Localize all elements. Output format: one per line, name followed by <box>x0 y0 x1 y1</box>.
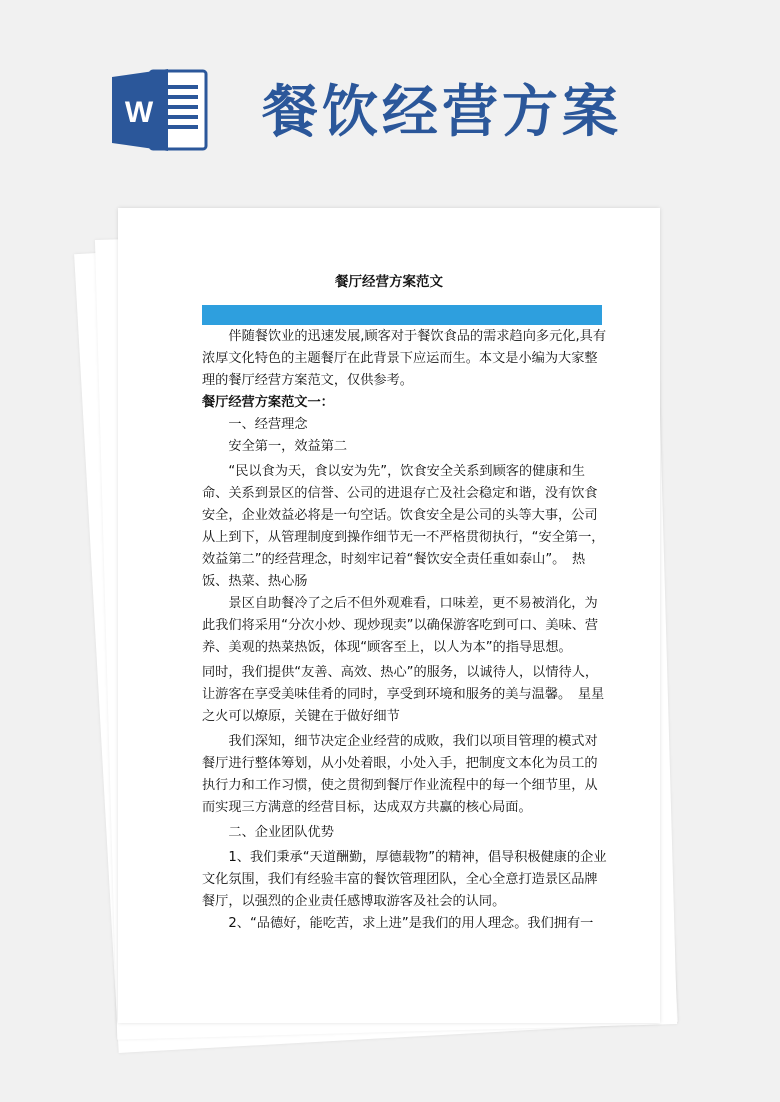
paragraph: 我们深知，细节决定企业经营的成败，我们以项目管理的模式对餐厅进行整体筹划，从小处着眼，小处入手，把制度文本化为员工的执行力和工作习惯，使之贯彻到餐厅作业流程中的每一个细节里，从而实现三方满意的经营目标，达成双方共赢的核心局面。 <box>202 734 598 815</box>
paragraph: 1、我们秉承“天道酬勤，厚德载物”的精神，倡导积极健康的企业文化氛围，我们有经验丰富的餐饮管理团队，全心全意打造景区品牌餐厅，以强烈的企业责任感博取游客及社会的认同。 <box>202 850 607 909</box>
paragraph: “民以食为天，食以安为先”，饮食安全关系到顾客的健康和生命、关系到景区的信誉、公司的进退存亡及社会稳定和谐，没有饮食安全，企业效益必将是一句空话。饮食安全是公司的头等大事，公司从上到下，从管理制度到操作细节无一不严格贯彻执行，“安全第一，效益第二”的经营理念，时刻牢记着“餐饮安全责任重如泰山”。 热饭、热菜、热心肠 <box>202 464 605 589</box>
paragraph: 伴随餐饮业的迅速发展,顾客对于餐饮食品的需求趋向多元化,具有浓厚文化特色的主题餐厅在此背景下应运而生。本文是小编为大家整理的餐厅经营方案范文，仅供参考。 <box>202 329 607 388</box>
paragraph: 安全第一，效益第二 <box>228 439 348 454</box>
document-body <box>202 326 607 935</box>
document-title: 餐厅经营方案范文 <box>335 274 443 290</box>
paragraph: 二、企业团队优势 <box>228 825 334 840</box>
paragraph: 景区自助餐冷了之后不但外观难看，口味差，更不易被消化，为此我们将采用“分次小炒、现炒现卖”以确保游客吃到可口、美味、营养、美观的热菜热饭，体现“顾客至上，以人为本”的指导思想。 <box>202 596 599 655</box>
paragraph: 同时，我们提供“友善、高效、热心”的服务，以诚待人，以情待人，让游客在享受美味佳肴的同时，享受到环境和服务的美与温馨。 星星之火可以燎原，关键在于做好细节 <box>202 665 605 724</box>
banner-title: 餐饮经营方案 <box>262 79 622 145</box>
section-heading: 餐厅经营方案范文一： <box>202 395 334 410</box>
document-page <box>118 208 660 1023</box>
paragraph: 2、“品德好，能吃苦，求上进”是我们的用人理念。我们拥有一 <box>228 916 594 931</box>
title-accent-bar <box>202 305 602 325</box>
svg-text:W: W <box>124 96 154 129</box>
paragraph: 一、经营理念 <box>228 417 308 432</box>
